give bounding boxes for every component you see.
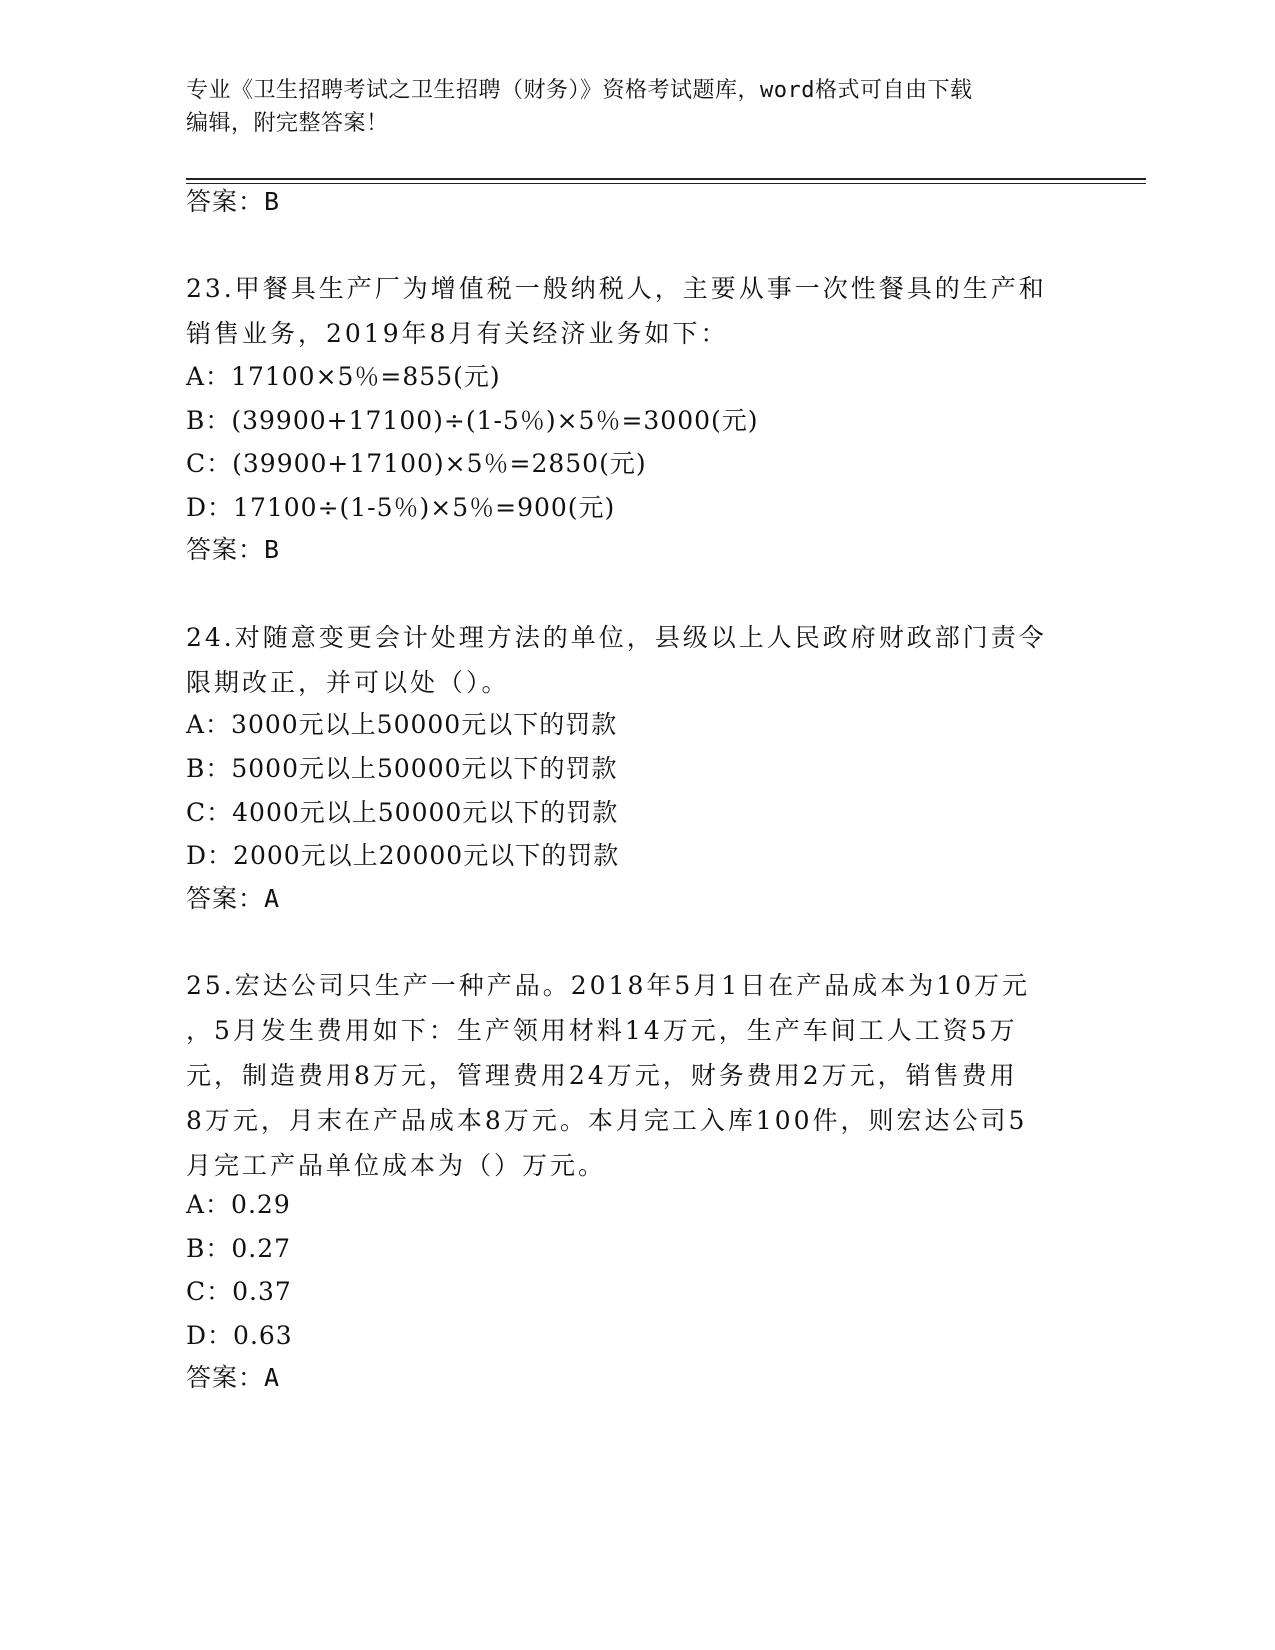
question-stem-line: 月完工产品单位成本为（）万元。 (186, 1151, 607, 1180)
question-24-option-d: D：2000元以上20000元以下的罚款 (186, 841, 620, 870)
question-stem-line: ，5月发生费用如下：生产领用材料14万元，生产车间工人工资5万 (186, 1016, 1018, 1045)
header-rule-thick (186, 178, 1146, 180)
question-23-option-c: C：(39900+17100)×5％=2850(元) (186, 449, 647, 478)
header-line-1: 专业《卫生招聘考试之卫生招聘（财务）》资格考试题库，word格式可自由下载 (186, 78, 973, 103)
question-stem-line: 24.对随意变更会计处理方法的单位，县级以上人民政府财政部门责令 (186, 623, 1047, 652)
question-stem-line: 元，制造费用8万元，管理费用24万元，财务费用2万元，销售费用 (186, 1061, 1018, 1090)
document-header (186, 74, 1086, 140)
question-23-stem (186, 266, 1066, 356)
question-stem-line: 23.甲餐具生产厂为增值税一般纳税人，主要从事一次性餐具的生产和 (186, 274, 1047, 303)
question-24-answer: 答案：A (186, 884, 281, 913)
question-24-option-b: B：5000元以上50000元以下的罚款 (186, 754, 618, 783)
question-24-option-c: C：4000元以上50000元以下的罚款 (186, 798, 619, 827)
question-25-option-b: B：0.27 (186, 1234, 292, 1263)
question-25-stem (186, 963, 1066, 1188)
header-line-2: 编辑，附完整答案！ (186, 111, 389, 136)
question-24-stem (186, 615, 1066, 705)
question-25-answer: 答案：A (186, 1363, 281, 1392)
question-23-answer: 答案：B (186, 535, 281, 564)
previous-answer: 答案：B (186, 187, 281, 216)
question-23-option-a: A：17100×5％=855(元) (186, 362, 501, 391)
question-25-option-d: D：0.63 (186, 1321, 293, 1350)
question-stem-line: 8万元，月末在产品成本8万元。本月完工入库100件，则宏达公司5 (186, 1106, 1028, 1135)
question-23-option-d: D：17100÷(1-5％)×5％=900(元) (186, 493, 616, 522)
question-stem-line: 销售业务，2019年8月有关经济业务如下： (186, 319, 729, 348)
question-stem-line: 25.宏达公司只生产一种产品。2018年5月1日在产品成本为10万元 (186, 971, 1031, 1000)
question-24-option-a: A：3000元以上50000元以下的罚款 (186, 710, 618, 739)
question-25-option-c: C：0.37 (186, 1277, 292, 1306)
question-23-option-b: B：(39900+17100)÷(1-5％)×5％=3000(元) (186, 406, 759, 435)
question-25-option-a: A：0.29 (186, 1190, 291, 1219)
question-stem-line: 限期改正，并可以处（）。 (186, 668, 510, 697)
header-rule-thin (186, 183, 1146, 184)
